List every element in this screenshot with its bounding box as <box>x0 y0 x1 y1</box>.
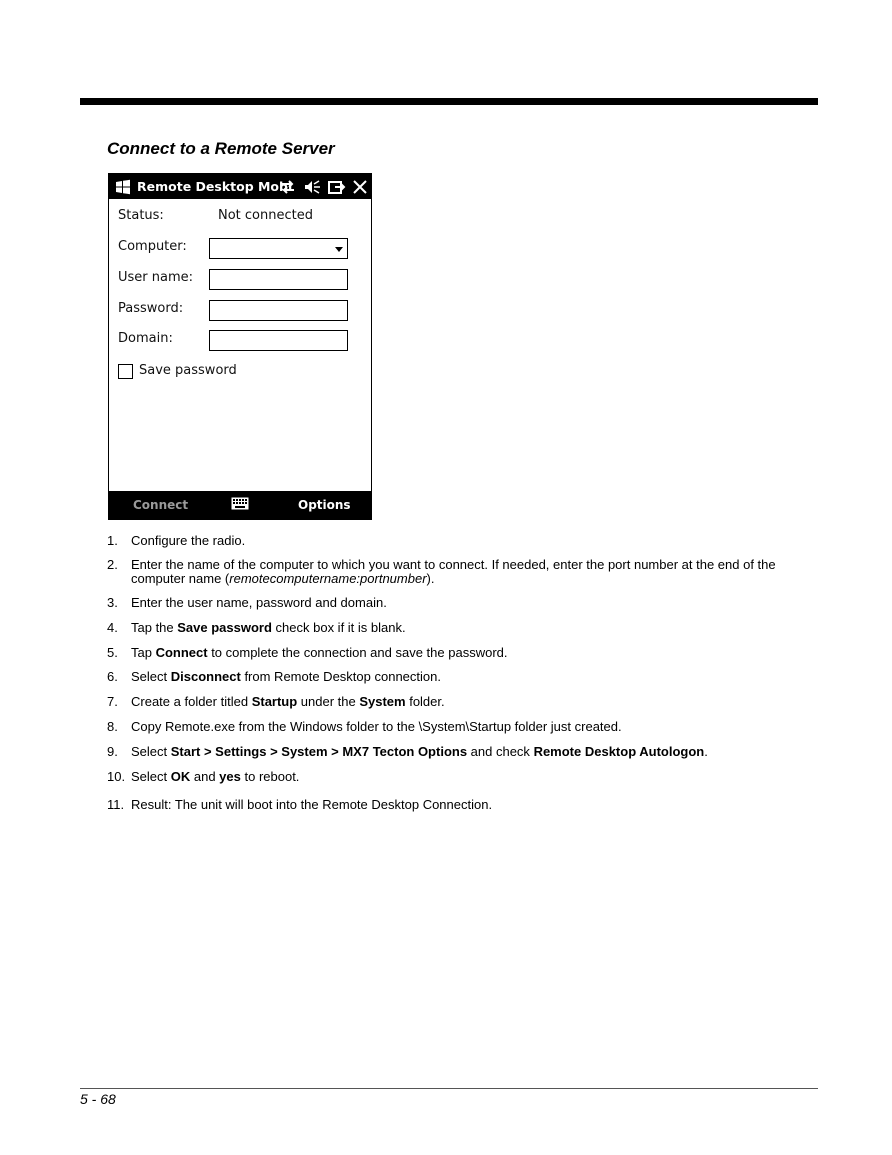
status-value: Not connected <box>218 208 313 223</box>
keyboard-icon[interactable] <box>231 497 249 514</box>
connect-softkey[interactable]: Connect <box>133 498 189 512</box>
app-title: Remote Desktop Mobi <box>137 179 293 194</box>
domain-label: Domain: <box>118 331 173 346</box>
step-number: 5. <box>107 645 118 660</box>
step-text: Enter the user name, password and domain. <box>131 595 387 610</box>
step-number: 4. <box>107 620 118 635</box>
step-number: 10. <box>107 769 126 784</box>
step-text: Select Disconnect from Remote Desktop connection. <box>131 669 441 684</box>
title-bar <box>109 174 371 199</box>
close-icon[interactable] <box>350 177 371 197</box>
username-field[interactable] <box>209 269 348 290</box>
step-text: Configure the radio. <box>131 533 246 548</box>
save-password-label[interactable]: Save password <box>139 363 237 378</box>
windows-start-icon[interactable] <box>115 179 131 195</box>
step-number: 6. <box>107 669 118 684</box>
status-label: Status: <box>118 208 164 223</box>
password-label: Password: <box>118 301 184 316</box>
save-password-checkbox[interactable] <box>118 364 133 379</box>
options-softkey[interactable]: Options <box>298 498 351 512</box>
step-text: Enter the name of the computer to which you want to connect. If needed, enter the port number at the end of the computer name (remotecomputername:portnumber). <box>131 557 776 586</box>
step-number: 8. <box>107 719 118 734</box>
password-field[interactable] <box>209 300 348 321</box>
top-rule <box>80 98 818 105</box>
computer-label: Computer: <box>118 239 187 254</box>
step-number: 7. <box>107 694 118 709</box>
step-number: 1. <box>107 533 118 548</box>
step-text: Select OK and yes to reboot. <box>131 769 300 784</box>
step-text: Tap the Save password check box if it is blank. <box>131 620 406 635</box>
ok-icon[interactable] <box>326 177 347 197</box>
step-number: 11. <box>107 797 125 812</box>
softkey-bar <box>109 491 371 519</box>
domain-field[interactable] <box>209 330 348 351</box>
connectivity-icon[interactable] <box>277 177 298 197</box>
step-number: 2. <box>107 557 118 572</box>
username-label: User name: <box>118 270 194 285</box>
step-text: Tap Connect to complete the connection and save the password. <box>131 645 508 660</box>
step-text: Result: The unit will boot into the Remote Desktop Connection. <box>131 797 493 812</box>
bottom-rule <box>80 1088 818 1089</box>
step-number: 9. <box>107 744 118 759</box>
computer-dropdown[interactable] <box>209 238 348 259</box>
step-text: Create a folder titled Startup under the System folder. <box>131 694 445 709</box>
step-text: Copy Remote.exe from the Windows folder to the \System\Startup folder just created. <box>131 719 622 734</box>
step-number: 3. <box>107 595 118 610</box>
page-number: 5 - 68 <box>80 1091 116 1107</box>
chevron-down-icon[interactable] <box>335 247 343 252</box>
step-text: Select Start > Settings > System > MX7 Tecton Options and check Remote Desktop Autologon. <box>131 744 708 759</box>
speaker-muted-icon[interactable] <box>301 177 322 197</box>
device-screenshot <box>108 173 372 520</box>
section-title: Connect to a Remote Server <box>107 139 335 158</box>
